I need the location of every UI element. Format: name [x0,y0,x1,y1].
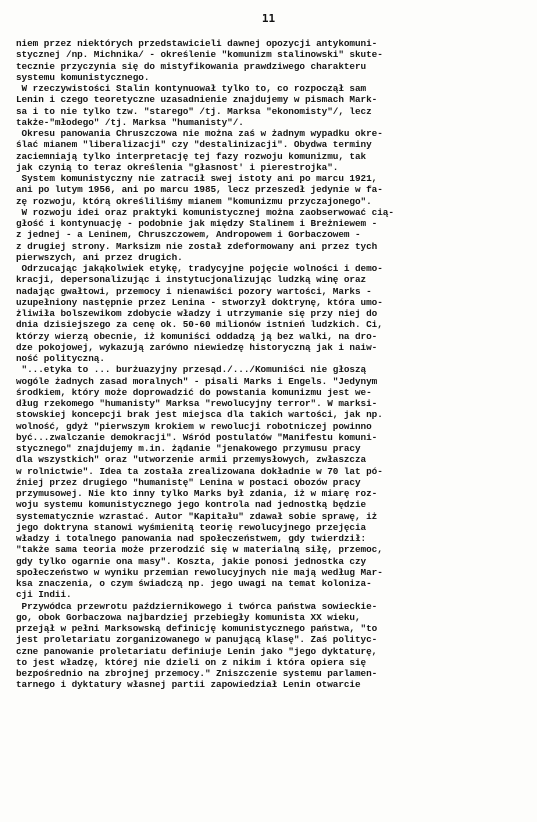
text-line: woju systemu komunistycznego jego kontrola nad jednostką będzie [16,499,367,511]
text-line: W rzeczywistości Stalin kontynuował tylko to, co rozpoczął sam [16,83,367,94]
text-line: stycznego" znajdujemy m.in. żądanie "jenakowego przymusu pracy [16,443,361,454]
text-line: ność polityczną. [16,353,105,364]
text-line: sa i to nie tylko tzw. "starego" /tj. Marksa "ekonomisty"/, lecz [16,105,372,117]
text-line: także-"młodego" /tj. Marksa "humanisty"/. [16,116,244,128]
text-line: tarnego i dyktatury własnej partii zapowiedział Lenin otwarcie [16,679,361,691]
text-line: z jednej - a Leninem, Chruszczowem, Andropowem i Gorbaczowem - [16,229,361,241]
text-line: w rolnictwie". Idea ta została zrealizowana dokładnie w 70 lat pó- [16,465,383,477]
text-line: Okresu panowania Chruszczowa nie można zaś w żadnym wypadku okre- [16,128,383,139]
text-line: dze pokojowej, wykazują zarówno niewiedzę historyczną jak i naiw- [16,341,378,353]
text-line: tecznie przyczynia się do mistyfikowania prawdziwego charakteru [16,60,367,72]
text-line: systematycznie wzrastać. Autor "Kapitału" zdawał sobie sprawę, iż [16,510,378,522]
text-line: cji Indii. [16,589,72,601]
body-text [16,38,528,691]
text-line: środkiem, który może doprowadzić do powstania komunizmu jest we- [16,386,372,398]
text-line: Odrzucając jakąkolwiek etykę, tradycyjne pojęcie wolności i demo- [16,263,383,274]
text-line: bezpośrednio na zbrojnej przemocy." Zniszczenie systemu parlamen- [16,668,378,679]
text-line: stowskiej koncepcji brak jest miejsca dla takich wartości, jak np. [16,409,383,421]
text-line: z drugiej strony. Marksizm nie został zdeformowany ani przez tych [16,240,378,252]
text-line: dla wszystkich" oraz "utworzenie armii przemysłowych, zwłaszcza [16,454,367,466]
text-line: jego doktryna stanowi wyśmienitą teorię rewolucyjnego przejęcia [16,521,367,533]
text-line: jest proletariatu zorganizowanego w panującą klasę". Zaś polityc- [16,634,378,646]
text-line: pierwszych, ani przez drugich. [16,251,183,263]
text-line: zaciemniają tylko interpretację tej fazy rozwoju komunizmu, tak [16,150,367,162]
text-line: ani po lutym 1956, ani po marcu 1985, lecz przeszedł jedynie w fa- [16,184,383,196]
text-line: ksa znaczenia, o czym świadczą np. jego uwagi na temat kolonizа- [16,578,372,589]
text-line: jak czynią to teraz określenia "głasnost' i pierestrojka". [16,161,339,173]
text-line: społeczeństwo w wyniku przemian rewolucyjnych nie mają według Mar- [16,566,383,578]
text-line: "...etyka to ... burżuazyjny przesąd./.../Komuniści nie głoszą [16,364,367,376]
text-line: stycznej /np. Michnika/ - określenie "komunizm stalinowski" skute- [16,49,383,61]
text-line: "także sama teoria może przerodzić się w materialną siłę, przemoc, [16,544,383,556]
text-line: czne panowanie proletariatu definiuje Lenin jako "jego dyktaturę, [16,645,378,657]
text-line: być...zwalczanie demokracji". Wśród postulatów "Manifestu komuni- [16,431,378,443]
text-line: systemu komunistycznego. [16,71,150,83]
text-line: dług rzekomego "humanisty" Marksa "rewolucyjny terror". W marksi- [16,398,378,409]
text-line: przejął w pełni Marksowską definicję komunistycznego państwa, "to [16,623,378,634]
text-line: wogóle żadnych zasad moralnych" - pisali Marks i Engels. "Jedynym [16,375,378,387]
text-line: głość i kontynuację - podobnie jak między Stalinem i Breżniewem - [16,218,378,229]
text-line: Przywódca przewrotu październikowego i twórca państwa sowieckie- [16,600,378,612]
text-line: to jest władzę, której nie dzieli on z nikim i która opiera się [16,656,367,668]
text-line: którzy wierzą obecnie, iż komuniści oddadzą ją bez walki, na dro- [16,330,378,342]
text-line: żliwiła bolszewikom zdobycie władzy i utrzymanie się przy niej do [16,308,378,319]
text-line: zę rozwoju, którą określiliśmy mianem "komunizmu przyczajonego". [16,195,372,207]
text-line: dnia dzisiejszego za cenę ok. 50-60 milionów istnień ludzkich. Ci, [16,319,383,331]
text-line: W rozwoju idei oraz praktyki komunistycznej można zaobserwować cią- [16,206,394,218]
text-line: kracji, depersonalizując i instytucjonalizując ludzką winę oraz [16,274,367,286]
text-line: gdy tylko ogarnie ona masy". Koszta, jakie ponosi jednostka czy [16,555,367,567]
text-line: źniej przez drugiego "humanistę" Lenina w postaci obozów pracy [16,476,361,488]
text-line: niem przez niektórych przedstawicieli dawnej opozycji antykomuni- [16,38,378,49]
text-line: System komunistyczny nie zatracił swej istoty ani po marcu 1921, [16,173,378,184]
text-line: władzy i totalnego panowania nad społeczeństwem, gdy twierdził: [16,533,367,544]
text-line: ślać mianem "liberalizacji" czy "destalinizacji". Obydwa terminy [16,139,372,151]
text-line: nadając gwałtowi, przemocy i nienawiści pozory wartości, Marks - [16,285,372,297]
page-number: 11 [261,12,276,25]
text-line: uzupełniony następnie przez Lenina - stworzył doktrynę, która umo- [16,296,383,308]
text-line: przymusowej. Nie kto inny tylko Marks był zdania, iż w miarę roz- [16,488,378,499]
text-line: go, obok Gorbaczowa najbardziej przebiegły komunista XX wieku, [16,611,361,623]
text-line: wolność, gdyż "pierwszym krokiem w rewolucji robotniczej powinno [16,420,372,432]
text-line: Lenin i czego teoretyczne uzasadnienie znajdujemy w pismach Mark- [16,94,378,106]
